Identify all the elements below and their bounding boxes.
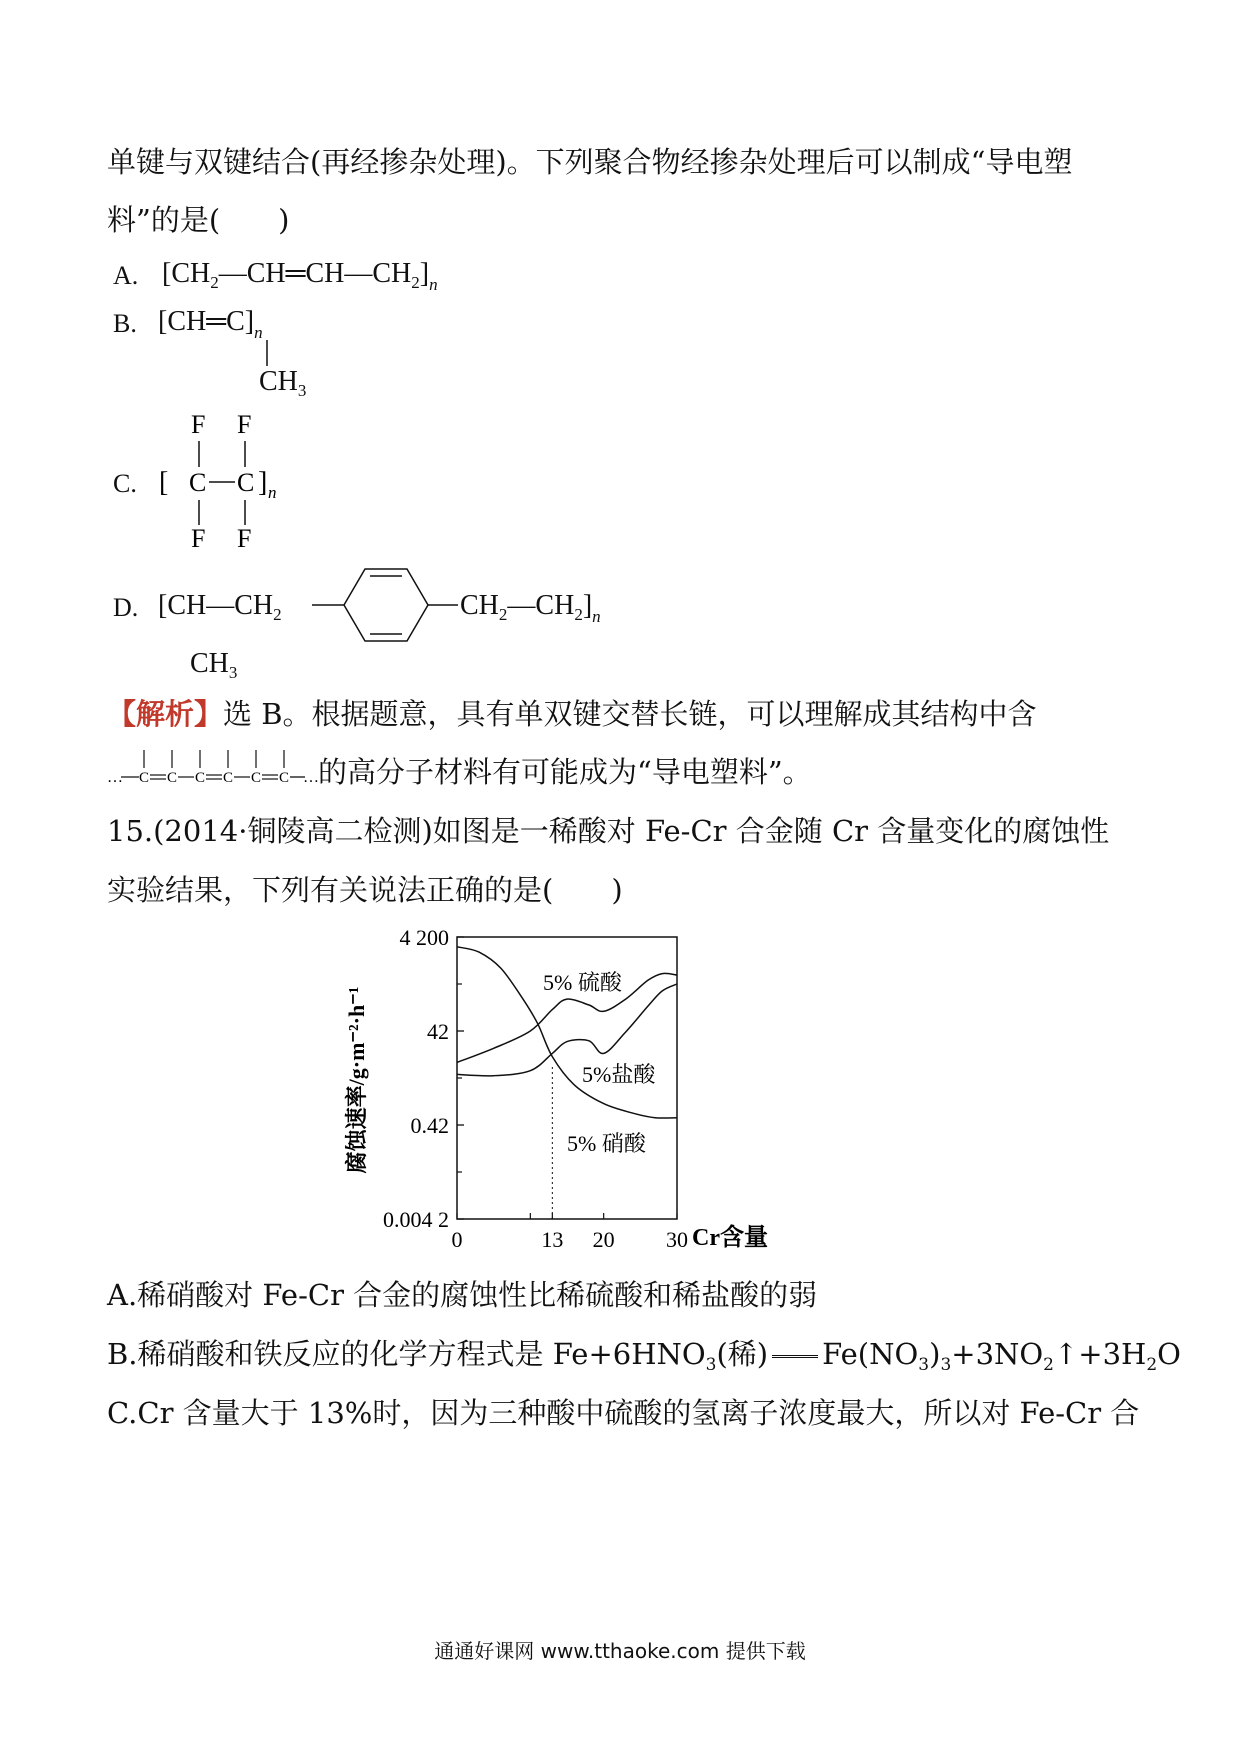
q14-option-a-label: A. bbox=[113, 261, 139, 290]
x-tick-label: 13 bbox=[541, 1227, 564, 1252]
analysis-line1: 【解析】选 B。根据题意，具有单双键交替长链，可以理解成其结构中含 bbox=[107, 697, 1037, 731]
corrosion-rate-chart bbox=[330, 915, 800, 1260]
svg-text:…: … bbox=[303, 769, 319, 786]
series-label-nitric: 5% 硝酸 bbox=[567, 1131, 646, 1156]
q14-option-b-bond bbox=[255, 338, 285, 368]
q14-option-d-label: D. bbox=[113, 593, 139, 622]
equation-arrow bbox=[772, 1355, 818, 1358]
svg-text:C: C bbox=[195, 770, 206, 786]
q15-option-a: A.稀硝酸对 Fe-Cr 合金的腐蚀性比稀硫酸和稀盐酸的弱 bbox=[107, 1278, 818, 1312]
y-tick-label: 4 200 bbox=[399, 925, 449, 950]
carbon-atom: C bbox=[189, 468, 207, 497]
polymer-bracket-left: [ bbox=[162, 258, 172, 289]
analysis-line2: 的高分子材料有可能成为“导电塑料”。 bbox=[318, 755, 812, 789]
polymer-bracket-right: ] bbox=[419, 258, 430, 289]
q14-option-d-right: $CH_2—CH_2]_n$ bbox=[460, 590, 601, 626]
q14-option-d-branch: $CH_3$ bbox=[190, 648, 238, 682]
x-tick-label: 0 bbox=[451, 1227, 463, 1252]
svg-text:C: C bbox=[251, 770, 262, 786]
x-tick-label: 20 bbox=[592, 1227, 615, 1252]
x-axis-label: Cr含量 bbox=[692, 1225, 768, 1251]
q15-option-c: C.Cr 含量大于 13%时，因为三种酸中硫酸的氢离子浓度最大，所以对 Fe-Cr 合 bbox=[107, 1396, 1140, 1430]
y-tick-label: 0.42 bbox=[410, 1113, 449, 1138]
q14-option-d-left: [$CH—CH_2$ bbox=[158, 590, 282, 624]
carbon-atom: C bbox=[237, 468, 255, 497]
q14-option-b-label: B. bbox=[113, 309, 137, 338]
y-axis-label: 腐蚀速率/g·m⁻²·h⁻¹ bbox=[344, 986, 369, 1174]
svg-text:C: C bbox=[279, 770, 290, 786]
q15-line1: 15.(2014·铜陵高二检测)如图是一稀酸对 Fe-Cr 合金随 Cr 含量变化的腐蚀性 bbox=[107, 814, 1110, 848]
q14-line1: 单键与双键结合(再经掺杂处理)。下列聚合物经掺杂处理后可以制成“导电塑 bbox=[107, 145, 1073, 179]
svg-text:C: C bbox=[139, 770, 150, 786]
q14-line2: 料”的是( ) bbox=[107, 203, 290, 237]
series-label-hydrochloric: 5%盐酸 bbox=[582, 1062, 656, 1087]
fluorine-atom: F bbox=[191, 410, 206, 439]
y-tick-label: 42 bbox=[427, 1019, 449, 1044]
page-footer: 通通好课网 www.tthaoke.com 提供下载 bbox=[434, 1639, 806, 1663]
fluorine-atom: F bbox=[237, 524, 252, 553]
fluorine-atom: F bbox=[191, 524, 206, 553]
conjugated-chain-icon bbox=[107, 744, 317, 790]
q14-option-a-formula: $[CH_2—CH═CH—CH_2]_n$ bbox=[162, 258, 438, 294]
analysis-tag: 【解析】 bbox=[107, 697, 224, 731]
benzene-ring-icon bbox=[310, 565, 460, 645]
q14-option-b-branch: $CH_3$ bbox=[259, 366, 307, 400]
x-tick-label: 30 bbox=[666, 1227, 688, 1252]
fluorine-atom: F bbox=[237, 410, 252, 439]
svg-text:C: C bbox=[223, 770, 234, 786]
q15-option-b: B.稀硝酸和铁反应的化学方程式是 $Fe+6HNO_3$(稀) $Fe(NO_3)_3+3NO_2↑+3H_2O$ bbox=[107, 1337, 1181, 1375]
svg-text:[: [ bbox=[159, 467, 169, 498]
svg-text:…: … bbox=[107, 769, 123, 786]
y-tick-label: 0.004 2 bbox=[383, 1207, 449, 1232]
series-label-sulfuric: 5% 硫酸 bbox=[543, 970, 622, 995]
q14-option-c-structure bbox=[155, 405, 295, 555]
q14-option-b-formula: $[CH═C]_n$ bbox=[158, 306, 263, 342]
svg-text:]: ] bbox=[258, 467, 268, 498]
svg-text:C: C bbox=[167, 770, 178, 786]
svg-text:n: n bbox=[268, 483, 277, 502]
q14-option-c-label: C. bbox=[113, 469, 137, 498]
q15-line2: 实验结果，下列有关说法正确的是( ) bbox=[107, 873, 623, 907]
